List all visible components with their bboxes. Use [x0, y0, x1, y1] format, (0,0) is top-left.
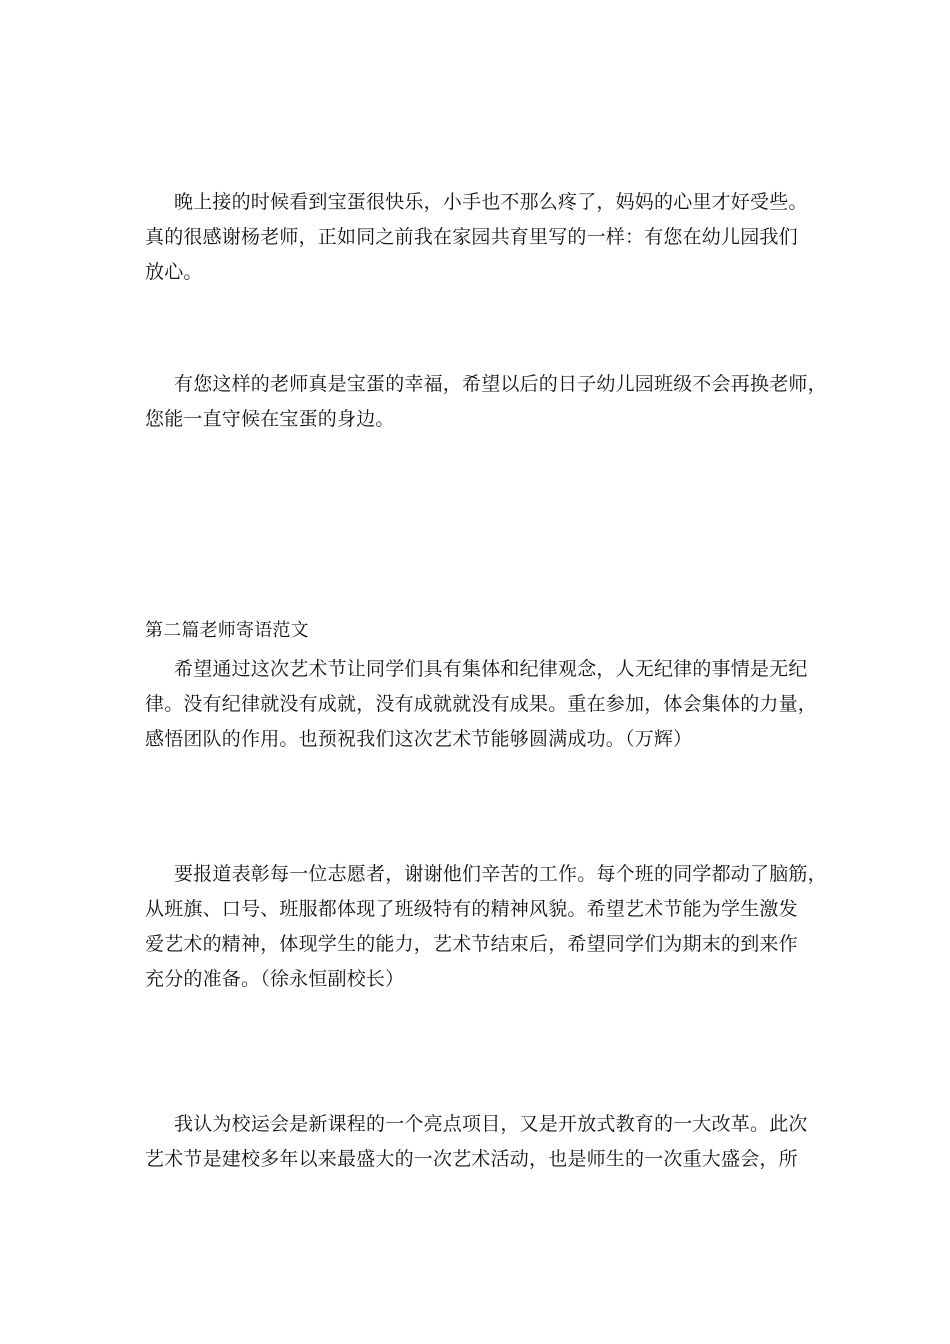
- paragraph-line: 艺术节是建校多年以来最盛大的一次艺术活动，也是师生的一次重大盛会，所: [145, 1148, 798, 1170]
- paragraph-5: [145, 1107, 825, 1177]
- paragraph-line: 有您这样的老师真是宝蛋的幸福，希望以后的日子幼儿园班级不会再换老师，: [174, 373, 827, 395]
- paragraph-2: [145, 367, 825, 437]
- paragraph-line: 真的很感谢杨老师，正如同之前我在家园共育里写的一样：有您在幼儿园我们: [145, 226, 798, 248]
- paragraph-3: [145, 652, 825, 757]
- section-heading: 第二篇老师寄语范文: [145, 620, 309, 641]
- paragraph-4: [145, 857, 825, 997]
- paragraph-line: 充分的准备。（徐永恒副校长）: [145, 968, 405, 990]
- paragraph-line: 您能一直守候在宝蛋的身边。: [145, 408, 395, 430]
- paragraph-line: 希望通过这次艺术节让同学们具有集体和纪律观念，人无纪律的事情是无纪: [174, 658, 808, 680]
- paragraph-line: 要报道表彰每一位志愿者，谢谢他们辛苦的工作。每个班的同学都动了脑筋，: [174, 863, 827, 885]
- paragraph-line: 放心。: [145, 261, 203, 283]
- paragraph-line: 爱艺术的精神，体现学生的能力，艺术节结束后，希望同学们为期末的到来作: [145, 933, 798, 955]
- paragraph-line: 我认为校运会是新课程的一个亮点项目，又是开放式教育的一大改革。此次: [174, 1113, 808, 1135]
- paragraph-line: 晚上接的时候看到宝蛋很快乐，小手也不那么疼了，妈妈的心里才好受些。: [174, 191, 808, 213]
- paragraph-line: 从班旗、口号、班服都体现了班级特有的精神风貌。希望艺术节能为学生激发: [145, 898, 798, 920]
- paragraph-line: 感悟团队的作用。也预祝我们这次艺术节能够圆满成功。（万辉）: [145, 728, 693, 750]
- paragraph-1: [145, 185, 825, 290]
- paragraph-line: 律。没有纪律就没有成就，没有成就就没有成果。重在参加，体会集体的力量，: [145, 693, 818, 715]
